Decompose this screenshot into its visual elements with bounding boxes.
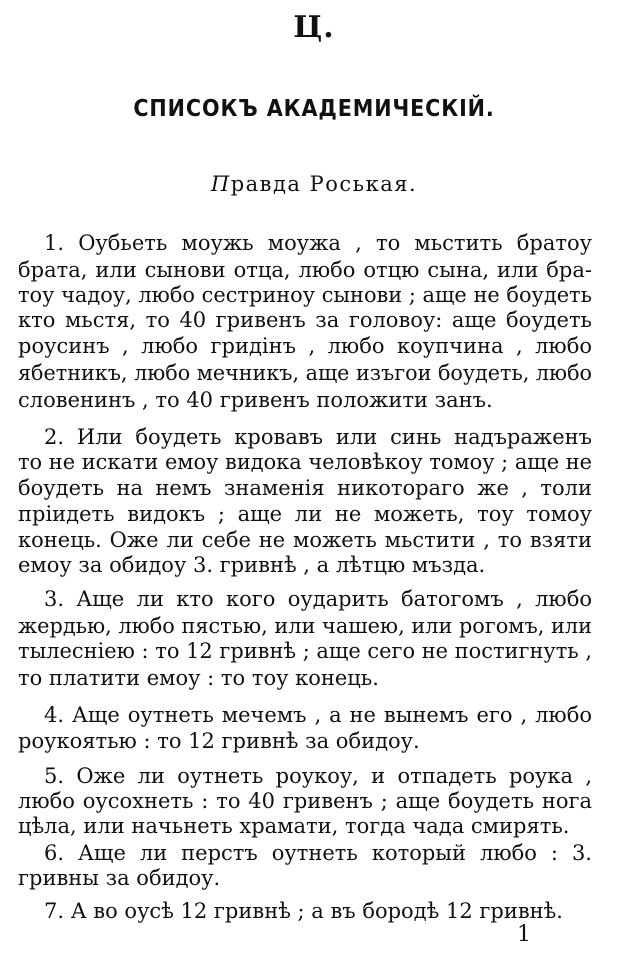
subheading-initial: П (210, 172, 231, 196)
text-line: 4. Аще оутнеть мечемъ , а не вынемъ его , любо (44, 703, 592, 728)
subheading-rest: равда Роськая. (230, 172, 418, 196)
text-line: 7. А во оусѣ 12 гривнѣ ; а въ бородѣ 12 гривнѣ. (44, 899, 563, 923)
text-line: тоу чадоу, любо сестриноу сынови ; аще не боудеть (18, 282, 592, 307)
text-line: роукоятью : то 12 гривнѣ за обидоу. (18, 729, 420, 754)
subheading (0, 172, 628, 196)
text-line: брата, или сынови отца, любо отцю сына, или бра- (18, 257, 592, 282)
text-line: словенинъ , то 40 гривенъ положити занъ. (18, 387, 493, 412)
text-line: роусинъ , любо гридінъ , любо коупчина , любо (18, 334, 592, 359)
text-line: конець. Оже ли себе не можеть мьстити , то взяти (18, 527, 592, 552)
text-line: цѣла, или начьнеть храмати, тогда чада смирять. (18, 814, 570, 839)
text-line: 5. Оже ли оутнеть роукоу, и отпадеть роука , (44, 764, 592, 789)
text-line: жердью, любо пястью, или чашею, или рогомъ, или (18, 614, 592, 639)
section-mark: Ц. (293, 10, 335, 45)
text-line: тылесніею : то 12 гривнѣ ; аще сего не постигнуть , (18, 639, 592, 664)
text-line: то не искати емоу видока человѣкоу томоу ; аще не (18, 450, 592, 475)
text-line: емоу за обидоу 3. гривнѣ , а лѣтцю мъзда. (18, 552, 486, 577)
page-heading: СПИСОКЪ АКАДЕМИЧЕСКІЙ. (133, 96, 495, 122)
text-line: ябетникъ, любо мечникъ, аще изъгои боудеть, любо (18, 360, 592, 385)
text-line: 3. Аще ли кто кого оударить батогомъ , любо (44, 587, 592, 612)
text-line: пріидеть видокъ ; аще ли не можеть, тоу томоу (18, 501, 592, 526)
text-line: любо оусохнеть : то 40 гривенъ ; аще боудеть нога (18, 789, 592, 814)
text-line: то платити емоу : то тоу конець. (18, 665, 379, 690)
text-line: 6. Аще ли перстъ оутнеть который любо : 3. (44, 840, 592, 865)
text-line: 2. Или боудеть кровавъ или синь надъраженъ (44, 425, 592, 450)
text-line: кто мьстя, то 40 гривенъ за головоу: аще боудеть (18, 307, 592, 332)
page-number: 1 (517, 922, 531, 947)
text-line: гривны за обидоу. (18, 865, 221, 890)
text-line: 1. Оубьеть моужь моужа , то мьстить братоу (44, 231, 592, 255)
text-line: боудеть на немъ знаменія никотораго же , толи (18, 475, 592, 500)
